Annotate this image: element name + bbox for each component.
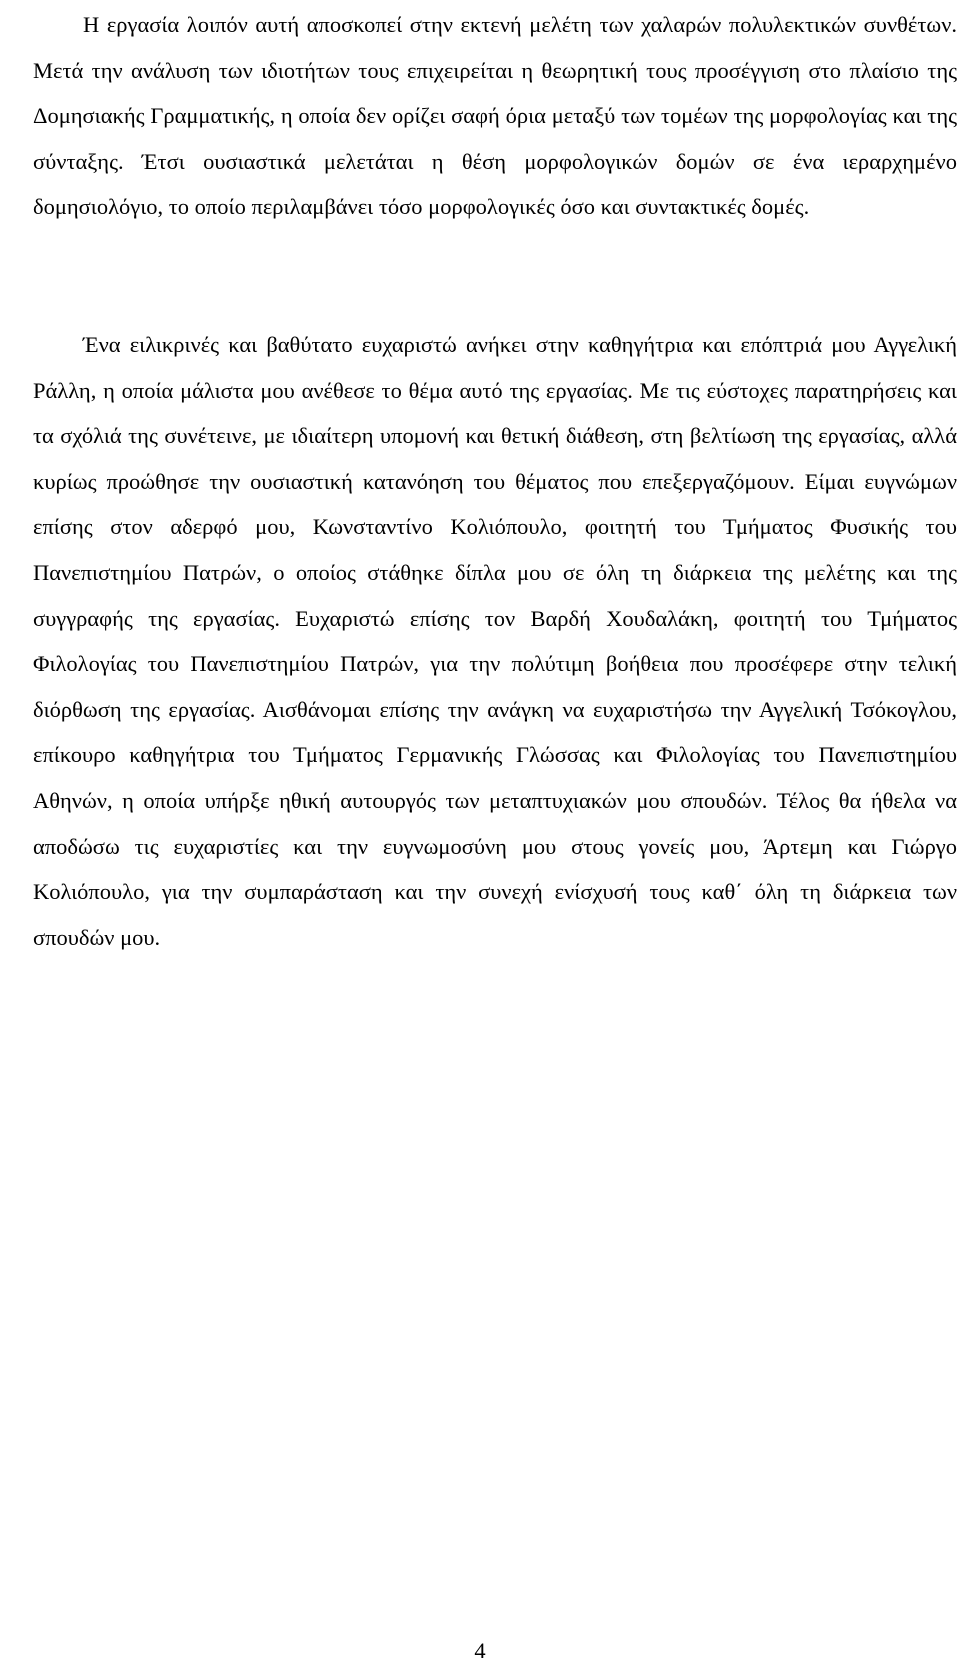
page-number: 4	[474, 1638, 486, 1663]
paragraph-acknowledgements: Ένα ειλικρινές και βαθύτατο ευχαριστώ ανήκει στην καθηγήτρια και επόπτριά μου Αγγελική Ράλλη, η οποία μάλιστα μου ανέθεσε το θέμα αυτό της εργασίας. Με τις εύστοχες παρατηρήσεις και τα σχόλιά της συνέτεινε, με ιδιαίτερη υπομονή και θετική διάθεση, στη βελτίωση της εργασίας, αλλά κυρίως προώθησε την ουσιαστική κατανόηση του θέματος που επεξεργαζόμουν. Είμαι ευγνώμων επίσης στον αδερφό μου, Κωνσταντίνο Κολιόπουλο, φοιτητή του Τμήματος Φυσικής του Πανεπιστημίου Πατρών, ο οποίος στάθηκε δίπλα μου σε όλη τη διάρκεια της μελέτης και της συγγραφής της εργασίας. Ευχαριστώ επίσης τον Βαρδή Χουδαλάκη, φοιτητή του Τμήματος Φιλολογίας του Πανεπιστημίου Πατρών, για την πολύτιμη βοήθεια που προσέφερε στην τελική διόρθωση της εργασίας. Αισθάνομαι επίσης την ανάγκη να ευχαριστήσω την Αγγελική Τσόκογλου, επίκουρο καθηγήτρια του Τμήματος Γερμανικής Γλώσσας και Φιλολογίας του Πανεπιστημίου Αθηνών, η οποία υπήρξε ηθική αυτουργός των μεταπτυχιακών μου σπουδών. Τέλος θα ήθελα να αποδώσω τις ευχαριστίες και την ευγνωμοσύνη μου στους γονείς μου, Άρτεμη και Γιώργο Κολιόπουλο, για την συμπαράσταση και την συνεχή ενίσχυσή τους καθ΄ όλη τη διάρκεια των σπουδών μου.	[33, 332, 957, 950]
paragraph-thesis-aim: Η εργασία λοιπόν αυτή αποσκοπεί στην εκτενή μελέτη των χαλαρών πολυλεκτικών συνθέτων. Μετά την ανάλυση των ιδιοτήτων τους επιχειρείται η θεωρητική τους προσέγγιση στο πλαίσιο της Δομησιακής Γραμματικής, η οποία δεν ορίζει σαφή όρια μεταξύ των τομέων της μορφολογίας και της σύνταξης. Έτσι ουσιαστικά μελετάται η θέση μορφολογικών δομών σε ένα ιεραρχημένο δομησιολόγιο, το οποίο περιλαμβάνει τόσο μορφολογικές όσο και συντακτικές δομές.	[33, 12, 957, 220]
